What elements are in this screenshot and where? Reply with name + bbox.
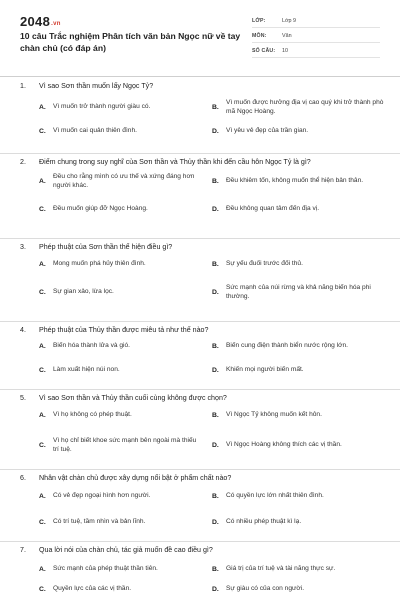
- answer-option-a[interactable]: [39, 254, 199, 274]
- option-letter: B.: [212, 411, 219, 419]
- option-text: Đều không quan tâm đến địa vị.: [226, 205, 320, 213]
- question-divider: [0, 469, 400, 470]
- option-text: Có vẻ đẹp ngoại hình hơn người.: [53, 492, 151, 500]
- answer-option-b[interactable]: [212, 405, 384, 425]
- meta-row-count: [252, 44, 380, 58]
- question-number: 7.: [20, 546, 26, 554]
- answer-option-d[interactable]: [212, 579, 384, 599]
- question-item: [0, 469, 400, 541]
- question-item: [0, 77, 400, 153]
- option-letter: C.: [39, 518, 46, 526]
- question-item: [0, 238, 400, 321]
- answer-option-a[interactable]: [39, 486, 199, 506]
- answer-option-a[interactable]: [39, 405, 199, 425]
- question-text: [20, 325, 208, 335]
- meta-value: Lớp 9: [282, 17, 297, 24]
- option-letter: B.: [212, 492, 219, 500]
- answer-option-c[interactable]: [39, 199, 199, 219]
- option-text: Sự gian xảo, lừa lọc.: [53, 288, 114, 296]
- option-text: Sự yếu đuối trước đối thủ.: [226, 260, 303, 268]
- answer-option-c[interactable]: [39, 360, 199, 380]
- option-letter: C.: [39, 205, 46, 213]
- answer-option-b[interactable]: [212, 336, 384, 356]
- meta-value: 10: [282, 47, 288, 54]
- question-prompt: Điểm chung trong suy nghĩ của Sơn thần và Thủy thần khi đến cầu hôn Ngọc Tỷ là gì?: [39, 158, 311, 166]
- answer-option-b[interactable]: [212, 559, 384, 579]
- option-text: Đều khiêm tốn, không muốn thể hiện bản thân.: [226, 177, 364, 185]
- question-number: 3.: [20, 243, 26, 251]
- option-letter: D.: [212, 205, 219, 213]
- option-text: Vì Ngọc Tỷ không muốn kết hôn.: [226, 411, 322, 419]
- option-text: Vì muốn được hưởng địa vị cao quý khi trở thành phò mã Ngọc Hoàng.: [226, 98, 384, 115]
- meta-value: Văn: [282, 32, 292, 39]
- question-item: [0, 321, 400, 389]
- question-text: [20, 157, 311, 167]
- answer-option-a[interactable]: [39, 97, 199, 117]
- answer-option-c[interactable]: [39, 282, 199, 302]
- answer-option-b[interactable]: [212, 254, 384, 274]
- question-item: [0, 153, 400, 238]
- option-letter: C.: [39, 127, 46, 135]
- document-meta: [252, 14, 380, 59]
- question-divider: [0, 389, 400, 390]
- option-letter: A.: [39, 103, 46, 111]
- option-letter: C.: [39, 288, 46, 296]
- meta-row-grade: [252, 14, 380, 28]
- question-number: 6.: [20, 474, 26, 482]
- option-letter: B.: [212, 260, 219, 268]
- option-letter: C.: [39, 441, 46, 449]
- option-letter: A.: [39, 177, 46, 185]
- answer-option-d[interactable]: [212, 282, 384, 302]
- question-text: [20, 393, 227, 403]
- option-text: Vì muốn trở thành người giàu có.: [53, 103, 151, 111]
- option-text: Sức mạnh của phép thuật thần tiên.: [53, 565, 158, 573]
- answer-option-d[interactable]: [212, 360, 384, 380]
- option-letter: D.: [212, 366, 219, 374]
- option-letter: B.: [212, 177, 219, 185]
- meta-label: MÔN:: [252, 32, 267, 39]
- document-title: 10 câu Trắc nghiệm Phân tích văn bản Ngọc nữ về tay chàn chủ (có đáp án): [20, 31, 241, 53]
- option-letter: C.: [39, 585, 46, 593]
- option-text: Làm xuất hiện núi non.: [53, 366, 120, 374]
- option-text: Vì muốn cai quản thiên đình.: [53, 127, 137, 135]
- option-letter: A.: [39, 411, 46, 419]
- answer-option-c[interactable]: [39, 579, 199, 599]
- option-letter: A.: [39, 260, 46, 268]
- question-prompt: Vì sao Sơn thần và Thủy thần cuối cùng không được chọn?: [39, 394, 227, 402]
- option-letter: C.: [39, 366, 46, 374]
- question-prompt: Phép thuật của Sơn thần thể hiện điều gì?: [39, 243, 173, 251]
- logo-text: 2048: [20, 14, 51, 29]
- option-letter: A.: [39, 565, 46, 573]
- answer-option-c[interactable]: [39, 512, 199, 532]
- question-prompt: Qua lời nói của chàn chủ, tác giả muốn đề cao điều gì?: [39, 546, 213, 554]
- question-prompt: Phép thuật của Thủy thần được miêu tả như thế nào?: [39, 326, 209, 334]
- option-text: Vì Ngọc Hoàng không thích các vị thần.: [226, 441, 342, 449]
- option-letter: D.: [212, 288, 219, 296]
- answer-option-d[interactable]: [212, 199, 384, 219]
- option-text: Có trí tuệ, tầm nhìn và bản lĩnh.: [53, 518, 146, 526]
- document-header: [0, 0, 400, 76]
- option-letter: A.: [39, 342, 46, 350]
- option-text: Vì yêu vẻ đẹp của trần gian.: [226, 127, 309, 135]
- meta-label: SỐ CÂU:: [252, 47, 276, 54]
- question-text: [20, 545, 213, 555]
- option-letter: B.: [212, 103, 219, 111]
- option-text: Sức mạnh của núi rừng và khả năng biến hóa phi thường.: [226, 283, 371, 300]
- option-text: Đều cho rằng mình có ưu thế và xứng đáng hơn người khác.: [53, 172, 195, 189]
- answer-option-b[interactable]: [212, 97, 384, 117]
- question-divider: [0, 321, 400, 322]
- option-text: Quyền lực của các vị thần.: [53, 585, 132, 593]
- question-prompt: Vì sao Sơn thần muốn lấy Ngọc Tỷ?: [39, 82, 154, 90]
- option-text: Đều muốn giúp đỡ Ngọc Hoàng.: [53, 205, 148, 213]
- question-divider: [0, 541, 400, 542]
- answer-option-a[interactable]: [39, 559, 199, 579]
- answer-option-d[interactable]: [212, 121, 384, 141]
- option-text: Biến hóa thành lửa và gió.: [53, 342, 131, 350]
- option-text: Biến cung điện thành biển nước rộng lớn.: [226, 342, 348, 350]
- question-text: [20, 81, 153, 91]
- answer-option-c[interactable]: [39, 435, 199, 455]
- meta-label: LỚP:: [252, 17, 266, 24]
- question-number: 1.: [20, 82, 26, 90]
- question-text: [20, 242, 172, 252]
- question-divider: [0, 238, 400, 239]
- option-text: Có quyền lực lớn nhất thiên đình.: [226, 492, 324, 500]
- option-letter: B.: [212, 342, 219, 350]
- answer-option-d[interactable]: [212, 435, 384, 455]
- logo-suffix: .vn: [51, 21, 61, 27]
- question-number: 4.: [20, 326, 26, 334]
- option-text: Có nhiều phép thuật kì lạ.: [226, 518, 302, 526]
- question-number: 5.: [20, 394, 26, 402]
- option-letter: D.: [212, 585, 219, 593]
- question-number: 2.: [20, 158, 26, 166]
- option-text: Vì họ không có phép thuật.: [53, 411, 132, 419]
- option-letter: D.: [212, 518, 219, 526]
- answer-option-a[interactable]: [39, 171, 199, 191]
- option-text: Giá trị của trí tuệ và tài năng thực sự.: [226, 565, 336, 573]
- option-text: Mong muốn phá hủy thiên đình.: [53, 260, 146, 268]
- option-text: Vì họ chỉ biết khoe sức mạnh bên ngoài mà thiếu trí tuệ.: [53, 436, 197, 453]
- answer-option-d[interactable]: [212, 512, 384, 532]
- question-item: [0, 541, 400, 600]
- question-text: [20, 473, 231, 483]
- option-text: Khiến mọi người biến mất.: [226, 366, 304, 374]
- answer-option-c[interactable]: [39, 121, 199, 141]
- site-logo[interactable]: [20, 14, 61, 29]
- option-letter: D.: [212, 441, 219, 449]
- option-letter: A.: [39, 492, 46, 500]
- option-letter: B.: [212, 565, 219, 573]
- option-text: Sự giàu có của con người.: [226, 585, 305, 593]
- option-letter: D.: [212, 127, 219, 135]
- question-divider: [0, 153, 400, 154]
- question-prompt: Nhân vật chàn chủ được xây dựng nổi bật ở phẩm chất nào?: [39, 474, 232, 482]
- meta-row-subject: [252, 29, 380, 43]
- answer-option-b[interactable]: [212, 486, 384, 506]
- question-item: [0, 389, 400, 469]
- answer-option-b[interactable]: [212, 171, 384, 191]
- answer-option-a[interactable]: [39, 336, 199, 356]
